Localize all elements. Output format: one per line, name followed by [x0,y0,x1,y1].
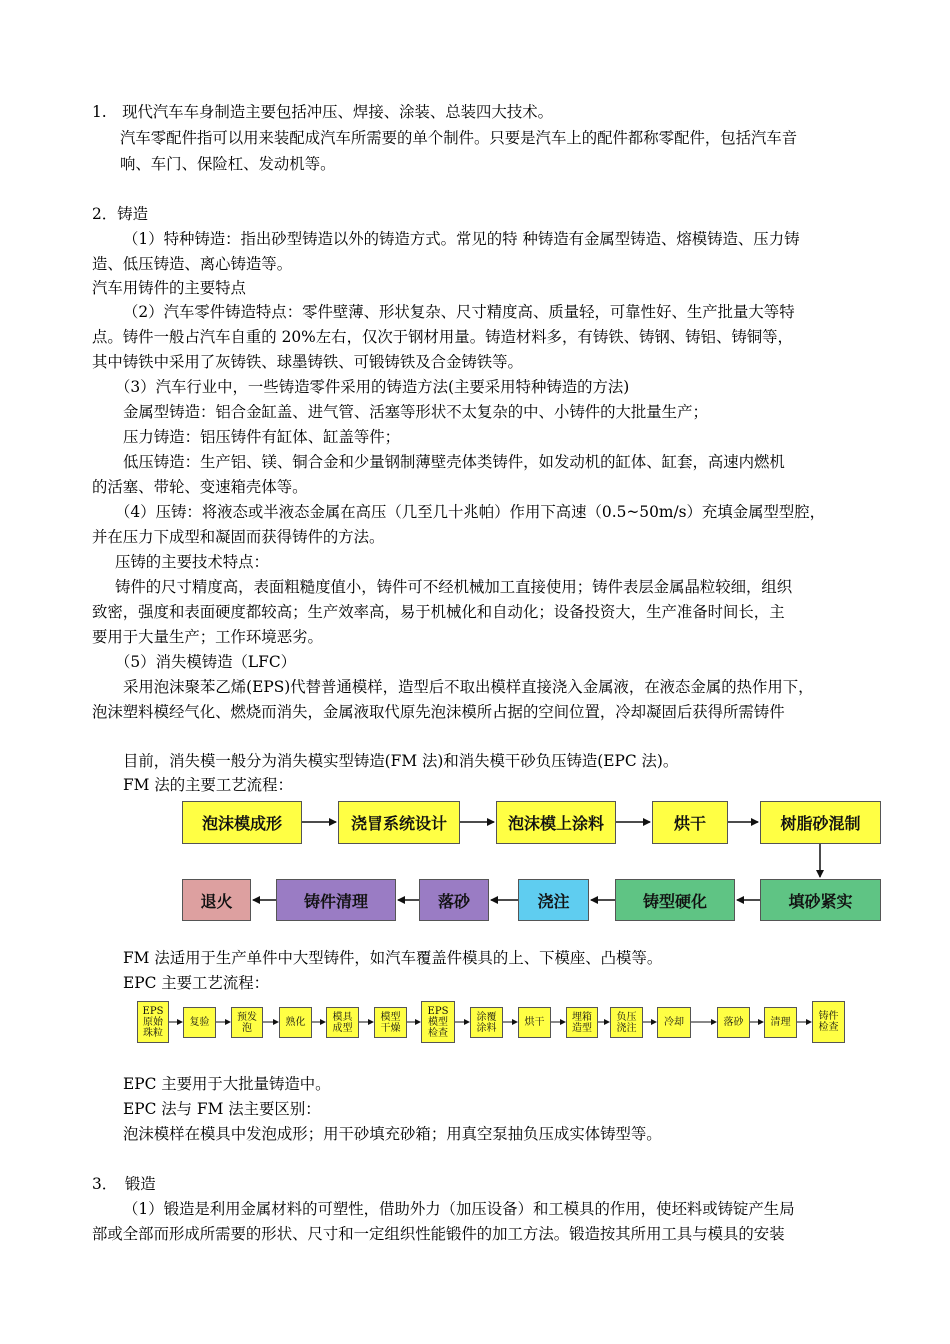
fm-step: 退火 [182,879,251,921]
text-line: 要用于大量生产；工作环境恶劣。 [92,628,323,646]
epc-step: 清理 [764,1007,797,1038]
text-line: EPC 主要用于大批量铸造中。 [123,1075,331,1093]
fm-step: 浇冒系统设计 [338,801,460,844]
text-line: EPC 主要工艺流程： [123,974,269,992]
epc-step: 落砂 [717,1007,750,1038]
section-heading: 2．铸造 [92,205,148,223]
epc-step: 负压 浇注 [610,1007,643,1038]
epc-step: EPS 模型 检查 [421,1001,455,1043]
text-line: 的活塞、带轮、变速箱壳体等。 [92,478,308,496]
text-line: （1）锻造是利用金属材料的可塑性，借助外力（加压设备）和工模具的作用，使坯料或铸锭产生局 [123,1200,795,1218]
epc-step: 预发 泡 [231,1007,263,1038]
section-heading: 3． 锻造 [92,1175,156,1193]
epc-step: 复验 [183,1007,216,1038]
text-line: （5）消失模铸造（LFC） [115,653,296,671]
text-line: （1）特种铸造：指出砂型铸造以外的铸造方式。常见的特 种铸造有金属型铸造、熔模铸造、压力铸 [123,230,800,248]
fm-step: 填砂紧实 [760,879,881,921]
text-line: 泡沫模样在模具中发泡成形；用干砂填充砂箱；用真空泵抽负压成实体铸型等。 [123,1125,662,1143]
fm-step: 铸型硬化 [615,879,735,921]
fm-step: 泡沫模上涂料 [496,801,616,844]
text-line: （4）压铸：将液态或半液态金属在高压（几至几十兆帕）作用下高速（0.5~50m/s）充填金属型型腔， [115,503,826,521]
epc-step: 铸件 检查 [812,1001,845,1043]
fm-step: 浇注 [518,879,589,921]
text-line: FM 法的主要工艺流程： [123,776,293,794]
text-line: 点。铸件一般占汽车自重的 20%左右，仅次于钢材用量。铸造材料多，有铸铁、铸钢、铸铝、铸铜等， [92,328,793,346]
text-line: 1. 现代汽车车身制造主要包括冲压、焊接、涂装、总装四大技术。 [92,103,554,121]
text-line: （2）汽车零件铸造特点：零件壁薄、形状复杂、尺寸精度高、质量轻，可靠性好、生产批量大等特 [123,303,795,321]
text-line: 汽车零配件指可以用来装配成汽车所需要的单个制件。只要是汽车上的配件都称零配件，包括汽车音 [120,129,798,147]
text-line: 泡沫塑料模经气化、燃烧而消失，金属液取代原先泡沫模所占据的空间位置，冷却凝固后获得所需铸件 [92,703,785,721]
epc-step: 涂覆 涂料 [470,1007,503,1038]
epc-step: 模型 干燥 [374,1007,407,1038]
text-line: 响、车门、保险杠、发动机等。 [120,155,336,173]
text-line: 采用泡沫聚苯乙烯(EPS)代替普通模样，造型后不取出模样直接浇入金属液，在液态金属的热作用下， [123,678,814,696]
text-line: 压铸的主要技术特点： [115,553,269,571]
text-line: 并在压力下成型和凝固而获得铸件的方法。 [92,528,385,546]
fm-step: 铸件清理 [276,879,396,921]
text-line: EPC 法与 FM 法主要区别： [123,1100,321,1118]
text-line: FM 法适用于生产单件中大型铸件，如汽车覆盖件模具的上、下模座、凸模等。 [123,949,663,967]
text-line: 其中铸铁中采用了灰铸铁、球墨铸铁、可锻铸铁及合金铸铁等。 [92,353,523,371]
text-line: 铸件的尺寸精度高，表面粗糙度值小，铸件可不经机械加工直接使用；铸件表层金属晶粒较细，组织 [115,578,793,596]
text-line: 目前，消失模一般分为消失模实型铸造(FM 法)和消失模干砂负压铸造(EPC 法)。 [123,752,679,770]
text-line: 汽车用铸件的主要特点 [92,279,246,297]
epc-step: 冷却 [657,1007,691,1038]
fm-step: 烘干 [652,801,728,844]
fm-step: 树脂砂混制 [760,801,881,844]
text-line: 压力铸造：铝压铸件有缸体、缸盖等件； [123,428,401,446]
epc-step: 烘干 [518,1007,551,1038]
epc-step: 模具 成型 [326,1007,359,1038]
text-line: 造、低压铸造、离心铸造等。 [92,255,293,273]
epc-step: 熟化 [279,1007,312,1038]
text-line: （3）汽车行业中，一些铸造零件采用的铸造方法(主要采用特种铸造的方法) [115,378,630,396]
text-line: 部或全部而形成所需要的形状、尺寸和一定组织性能锻件的加工方法。锻造按其所用工具与模具的安装 [92,1225,785,1243]
text-line: 金属型铸造：铝合金缸盖、进气管、活塞等形状不太复杂的中、小铸件的大批量生产； [123,403,708,421]
epc-step: EPS 原始 珠粒 [137,1001,169,1043]
fm-step: 泡沫模成形 [182,801,302,844]
text-line: 低压铸造：生产铝、镁、铜合金和少量钢制薄壁壳体类铸件，如发动机的缸体、缸套，高速内燃机 [123,453,785,471]
text-line: 致密，强度和表面硬度都较高；生产效率高，易于机械化和自动化；设备投资大，生产准备时间长，主 [92,603,785,621]
fm-step: 落砂 [419,879,489,921]
epc-step: 埋箱 造型 [566,1007,598,1038]
